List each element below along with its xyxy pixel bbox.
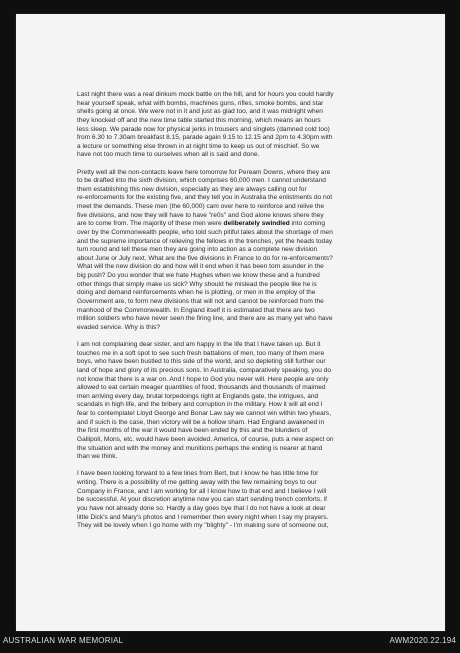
- bold-phrase: deliberately swindled: [223, 220, 290, 228]
- text-line: they knocked off and the new time table started this morning, which means an hours: [77, 116, 321, 124]
- text-line: less sleep. We parade now for physical jerks in trousers and singlets (damned cold too): [77, 125, 330, 133]
- text-line: million soldiers who have never seen the firing line, and there are as many yet who have: [77, 315, 333, 323]
- text-line-start: are to come from. The majority of these men were: [77, 220, 224, 228]
- document-page: [16, 14, 445, 631]
- text-line: you have not already done so. Hardly a day goes bye that I do not have a look at dear: [77, 504, 326, 512]
- text-line: little Dick's and Mary's photos and I remember then every night when I say my prayers.: [77, 513, 329, 521]
- text-line: them establishing this new division, especially as they are always calling out for: [77, 185, 307, 193]
- text-line-end: into coming: [289, 220, 326, 228]
- text-line: allowed to eat certain meager quantities of food, thousands and thousands of maimed: [77, 384, 326, 392]
- paragraph-3: [77, 341, 395, 462]
- accession-number: AWM2020.22.194: [389, 636, 456, 645]
- text-line: writing. There is a possibility of me getting away with the few remaining boys to our: [77, 479, 317, 487]
- text-line: be successful. At your discretion anytime now you can start sending trench comforts, if: [77, 496, 327, 504]
- text-line: Last night there was a real dinkum mock battle on the hill, and for hours you could hardly: [77, 91, 334, 98]
- text-line: to be drafted into the sixth division, which comprises 60,000 men. I cannot understand: [77, 177, 326, 185]
- text-line: turn round and tell these men they are going into action as a complete new division: [77, 246, 318, 254]
- text-line: the situation and with the money and munitions perhaps the ending is nearer at hand: [77, 444, 323, 452]
- text-line: I am not complaining dear sister, and am happy in the life that I have taken up. But it: [77, 341, 321, 349]
- institution-caption: AUSTRALIAN WAR MEMORIAL: [3, 636, 124, 645]
- text-line: from 6.30 to 7.30am breakfast 8.15, parade again 9.15 to 12.15 and 2pm to 4.30pm with: [77, 134, 333, 142]
- text-line: not know that there is a war on. And I hope to God you never will. Here people are only: [77, 375, 329, 383]
- text-line: touches me in a soft spot to see such fresh battalions of men, too many of them mere: [77, 349, 325, 357]
- text-line: re-enforcements for the existing five, and they tell you in Australia the enlistments do not: [77, 194, 333, 202]
- text-line: about June or July next. What are the five divisions in France to do for re-enforcements?: [77, 254, 333, 262]
- paragraph-2: [77, 169, 395, 333]
- text-line: the first months of the war it would have been ended by this and the blunders of: [77, 427, 308, 435]
- text-line: They will be lovely when I go home with my "blighty" - I'm making sure of someone out,: [77, 522, 329, 530]
- text-line: manhood of the Commonwealth. In England itself it is estimated that there are two: [77, 306, 315, 314]
- text-line: Pretty well all the non-contacts leave here tomorrow for Peream Downs, where they are: [77, 168, 331, 176]
- paragraph-1: [77, 91, 395, 160]
- text-line: shells going at once. We were not in it and just as glad too, and it was midnight when: [77, 108, 323, 116]
- text-line: than we think.: [77, 453, 118, 461]
- text-line: hear yourself speak, what with bombs, machines guns, rifles, smoke bombs, and star: [77, 99, 324, 107]
- paragraph-4: [77, 470, 395, 530]
- text-line: and the supreme importance of relieving the fellows in the trenches, yet the heads today: [77, 237, 333, 245]
- text-line: scandals in high life, and the bribery and corruption in the military. How it will all end I: [77, 401, 323, 409]
- text-line: I have been looking forward to a few lines from Bert, but I know he has little time for: [77, 470, 319, 478]
- text-line: other things that simply make us sick? Why should he mislead the people like he is: [77, 280, 317, 288]
- letter-body: [77, 91, 395, 539]
- text-line: big push? Do you wonder that we hate Hughes when we know these and a hundred: [77, 272, 320, 280]
- text-line: five divisions, and now they will have to have "re0s" and God alone knows shere they: [77, 211, 324, 219]
- text-line-with-bold: [77, 220, 395, 229]
- text-line: Gallipoli, Mons, etc. would have been avoided. America, of course, puts a new aspect on: [77, 435, 334, 443]
- text-line: What will the new division do and how will it end when it has been torn asunder in the: [77, 263, 324, 271]
- text-line: doing and demand reinforcements when he is plotting, or men in the employ of the: [77, 289, 316, 297]
- text-line: land of hope and glory of its precious sons. In Australia, comparatively speaking, you do: [77, 366, 332, 374]
- text-line: meet the demands. These men (the 60,000) cam over here to reinforce and relive the: [77, 203, 324, 211]
- text-line: have not too much time to ourselves when all is said and done.: [77, 151, 260, 159]
- text-line: a lecture or something else thrown in at night time to keep us out of mischief. So we: [77, 142, 320, 150]
- text-line: men arriving every day, brutal torpedoings right at Englands gate, the intrigues, and: [77, 392, 319, 400]
- text-line: Company in France, and I am working for all I know how to that end and I believe I will: [77, 487, 327, 495]
- text-line: over by the Commonwealth people, who told such pitiful tales about the shortage of men: [77, 228, 333, 236]
- text-line: evaded service. Why is this?: [77, 323, 160, 331]
- text-line: boys, who have been bustled to this side of the world, and so depleting still further our: [77, 358, 326, 366]
- text-line: Government are, to form new divisions that will not and cannot be reinforced from the: [77, 297, 324, 305]
- text-line: and if suich is the case, then victory will be a hollow sham. Had England awakened in: [77, 418, 325, 426]
- text-line: fear to contemplate! Lloyd George and Bonar Law say we cannot win within two yhears,: [77, 410, 332, 418]
